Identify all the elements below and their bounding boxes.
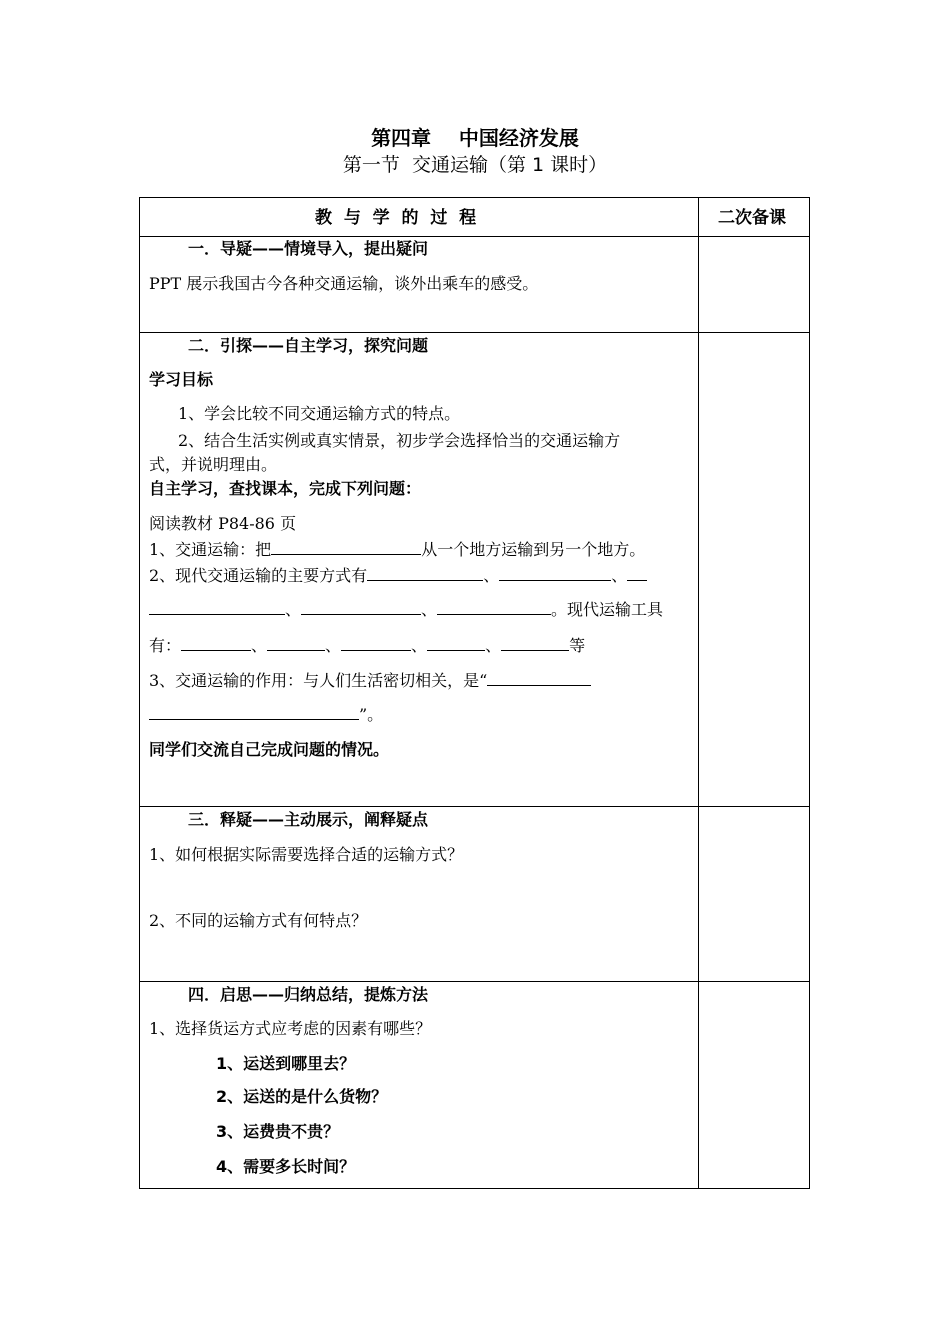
header-second-prep: 二次备课	[718, 208, 786, 228]
factor-item: 1、运送到哪里去？	[216, 1054, 356, 1073]
lesson-table	[139, 197, 810, 1189]
blank-field[interactable]	[301, 598, 421, 615]
question-3-line2	[149, 703, 383, 726]
q2-prefix: 2、现代交通运输的主要方式有	[149, 566, 368, 585]
page-subtitle: 第一节 交通运输（第 1 课时）	[342, 154, 608, 176]
blank-field[interactable]	[487, 669, 591, 686]
q2-etc-text: 等	[569, 636, 586, 655]
question-2-line3	[149, 634, 585, 657]
question-2	[149, 564, 647, 587]
section1-heading: 一．导疑——情境导入，提出疑问	[188, 239, 429, 258]
section3-question-1: 1、如何根据实际需要选择合适的运输方式？	[149, 845, 464, 864]
q2-have-text: 有：	[149, 636, 182, 655]
blank-field[interactable]	[271, 538, 421, 555]
question-1	[149, 538, 645, 561]
blank-field[interactable]	[367, 564, 483, 581]
question-2-line2	[149, 598, 663, 621]
factor-item: 3、运费贵不贵？	[216, 1122, 340, 1141]
blank-field[interactable]	[181, 634, 251, 651]
goals-title: 学习目标	[149, 370, 214, 389]
row-divider	[140, 236, 809, 237]
separator: 、	[251, 636, 268, 655]
separator: 、	[483, 566, 500, 585]
q2-tools-text: 现代运输工具	[567, 600, 664, 619]
row-divider	[140, 332, 809, 333]
q3-prefix: 3、交通运输的作用：与人们生活密切相关，是“	[149, 671, 488, 690]
section3-heading: 三．释疑——主动展示，阐释疑点	[188, 810, 429, 829]
blank-field[interactable]	[437, 598, 551, 615]
separator: 、	[611, 566, 628, 585]
blank-field[interactable]	[627, 564, 647, 581]
blank-field[interactable]	[267, 634, 325, 651]
row-divider	[140, 806, 809, 807]
reading-assignment: 阅读教材 P84-86 页	[149, 514, 297, 533]
factor-item: 2、运送的是什么货物？	[216, 1087, 388, 1106]
row-divider	[140, 981, 809, 982]
section1-text: PPT 展示我国古今各种交通运输，谈外出乘车的感受。	[149, 274, 539, 293]
section2-heading: 二．引探——自主学习，探究问题	[188, 336, 429, 355]
separator: 、	[325, 636, 342, 655]
header-process: 教 与 学 的 过 程	[315, 208, 477, 228]
goal-2b: 式，并说明理由。	[149, 455, 278, 474]
q3-suffix: ”。	[359, 705, 384, 724]
goal-1: 1、学会比较不同交通运输方式的特点。	[178, 404, 461, 423]
separator: 、	[285, 600, 302, 619]
question-3	[149, 669, 591, 692]
section3-question-2: 2、不同的运输方式有何特点？	[149, 911, 368, 930]
separator: 、	[485, 636, 502, 655]
q1-suffix: 从一个地方运输到另一个地方。	[421, 540, 646, 559]
column-divider	[698, 198, 699, 1188]
blank-field[interactable]	[501, 634, 569, 651]
blank-field[interactable]	[427, 634, 485, 651]
page-title: 第四章 中国经济发展	[371, 126, 579, 150]
blank-field[interactable]	[499, 564, 611, 581]
self-study-title: 自主学习，查找课本，完成下列问题：	[149, 479, 422, 498]
q1-prefix: 1、交通运输：把	[149, 540, 272, 559]
blank-field[interactable]	[341, 634, 411, 651]
exchange-note: 同学们交流自己完成问题的情况。	[149, 740, 390, 759]
separator: 、	[411, 636, 428, 655]
goal-2a: 2、结合生活实例或真实情景，初步学会选择恰当的交通运输方	[178, 431, 621, 450]
blank-field[interactable]	[149, 703, 359, 720]
section4-heading: 四．启思——归纳总结，提炼方法	[188, 985, 429, 1004]
factor-item: 4、需要多长时间？	[216, 1157, 356, 1176]
section4-question-1: 1、选择货运方式应考虑的因素有哪些？	[149, 1019, 432, 1038]
period: 。	[551, 600, 568, 619]
blank-field[interactable]	[149, 598, 285, 615]
separator: 、	[421, 600, 438, 619]
